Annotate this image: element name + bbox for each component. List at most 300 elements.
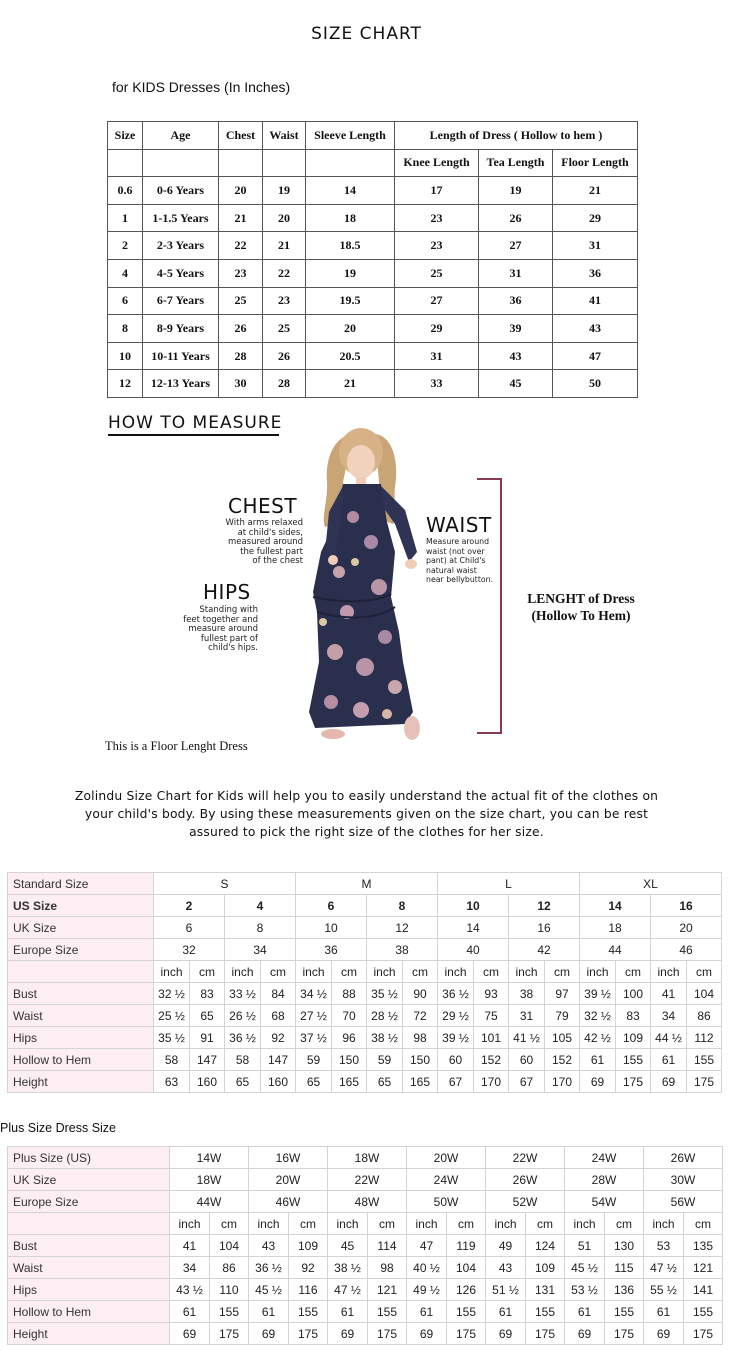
europe-size-cell: 36: [296, 939, 367, 961]
plus-us-size-cell: 18W: [328, 1147, 407, 1169]
kids-table-cell: 45: [479, 370, 553, 398]
unit-cm-cell: cm: [545, 961, 580, 983]
measurement-cell: 72: [403, 1005, 438, 1027]
row-header-us-size: US Size: [8, 895, 154, 917]
length-label-line: (Hollow To Hem): [531, 608, 631, 623]
plus-europe-size-cell: 46W: [249, 1191, 328, 1213]
unit-cm-cell: cm: [616, 961, 651, 983]
measurement-cell: 59: [367, 1049, 403, 1071]
kids-table-cell: 10-11 Years: [143, 342, 219, 370]
unit-cm-cell: cm: [332, 961, 367, 983]
europe-size-cell: 42: [509, 939, 580, 961]
chest-desc-line: the fullest part: [240, 546, 303, 557]
measurement-cell: 112: [687, 1027, 722, 1049]
floor-length-note: This is a Floor Lenght Dress: [105, 739, 248, 753]
measurement-cell: 47: [407, 1235, 447, 1257]
measurement-cell: 155: [616, 1049, 651, 1071]
measurement-cell: 61: [486, 1301, 526, 1323]
measurement-cell: 69: [651, 1071, 687, 1093]
measurement-cell: 109: [616, 1027, 651, 1049]
plus-uk-size-cell: 26W: [486, 1169, 565, 1191]
measurement-cell: 41: [651, 983, 687, 1005]
uk-size-cell: 6: [154, 917, 225, 939]
uk-size-cell: 10: [296, 917, 367, 939]
measurement-cell: 68: [261, 1005, 296, 1027]
measurement-cell: 29 ½: [438, 1005, 474, 1027]
page-title: SIZE CHART: [311, 24, 422, 44]
dress-length-bracket: [477, 478, 502, 734]
measurement-cell: 36 ½: [225, 1027, 261, 1049]
unit-inch-cell: inch: [170, 1213, 210, 1235]
measurement-cell: 155: [447, 1301, 486, 1323]
row-header-measurement: Hips: [8, 1027, 154, 1049]
europe-size-cell: 34: [225, 939, 296, 961]
kids-table-cell: 20: [263, 204, 306, 232]
kids-table-cell: 1: [108, 204, 143, 232]
plus-europe-size-row: [8, 1191, 723, 1213]
measurement-cell: 175: [447, 1323, 486, 1345]
kids-table-cell: 17: [395, 177, 479, 205]
measurement-cell: 55 ½: [644, 1279, 684, 1301]
measurement-cell: 175: [605, 1323, 644, 1345]
measurement-cell: 60: [509, 1049, 545, 1071]
measurement-cell: 41: [170, 1235, 210, 1257]
measurement-cell: 44 ½: [651, 1027, 687, 1049]
kids-table-cell: 4: [108, 259, 143, 287]
waist-desc-line: waist (not over: [426, 546, 485, 556]
row-header-measurement: Height: [8, 1323, 170, 1345]
unit-row: [8, 961, 722, 983]
measurement-cell: 97: [545, 983, 580, 1005]
kids-table-cell: 26: [219, 315, 263, 343]
size-chart-description: Zolindu Size Chart for Kids will help you to easily understand the actual fit of the clothes on your child's body. By using these measurements given on the size chart, you can be rest assured to pick the right size of the clothes for her size.: [74, 789, 659, 839]
measurement-cell: 39 ½: [580, 983, 616, 1005]
kids-subheader-row: [108, 149, 638, 177]
measurement-cell: 104: [687, 983, 722, 1005]
measurement-cell: 31: [509, 1005, 545, 1027]
plus-size-title: Plus Size Dress Size: [0, 1121, 117, 1135]
kids-table-cell: 12-13 Years: [143, 370, 219, 398]
size-group-header: S: [154, 873, 296, 895]
unit-inch-cell: inch: [249, 1213, 289, 1235]
measurement-cell: 121: [368, 1279, 407, 1301]
kids-table-cell: 28: [263, 370, 306, 398]
measurement-cell: 92: [289, 1257, 328, 1279]
measurement-cell: 109: [289, 1235, 328, 1257]
measurement-cell: 65: [190, 1005, 225, 1027]
size-group-header: XL: [580, 873, 722, 895]
us-size-cell: 8: [367, 895, 438, 917]
hips-description: [162, 606, 258, 654]
kids-header-size: Size: [108, 122, 143, 150]
kids-table-body: [108, 177, 638, 398]
unit-row-header: [8, 961, 154, 983]
kids-table-cell: 27: [479, 232, 553, 260]
kids-table-row: [108, 315, 638, 343]
measurement-cell: 61: [407, 1301, 447, 1323]
measurement-cell: 38 ½: [328, 1257, 368, 1279]
measurement-cell: 65: [296, 1071, 332, 1093]
hips-desc-line: child's hips.: [208, 643, 258, 653]
us-size-cell: 16: [651, 895, 722, 917]
measurement-cell: 124: [526, 1235, 565, 1257]
length-label-line: LENGHT of Dress: [527, 591, 635, 606]
measurement-cell: 47 ½: [644, 1257, 684, 1279]
kids-header-tea: Tea Length: [479, 149, 553, 177]
kids-table-cell: 41: [553, 287, 638, 315]
measurement-cell: 49: [486, 1235, 526, 1257]
measurement-cell: 51: [565, 1235, 605, 1257]
measurement-cell: 41 ½: [509, 1027, 545, 1049]
us-size-cell: 6: [296, 895, 367, 917]
dress-length-label: [517, 590, 645, 624]
measurement-cell: 92: [261, 1027, 296, 1049]
chest-desc-line: With arms relaxed: [225, 518, 303, 528]
measurement-cell: 67: [438, 1071, 474, 1093]
kids-table-cell: 6: [108, 287, 143, 315]
measurement-cell: 34: [651, 1005, 687, 1027]
kids-table-cell: 19: [263, 177, 306, 205]
measurement-cell: 165: [332, 1071, 367, 1093]
kids-table-cell: 36: [479, 287, 553, 315]
measurement-cell: 165: [403, 1071, 438, 1093]
measurement-cell: 70: [332, 1005, 367, 1027]
plus-uk-size-cell: 22W: [328, 1169, 407, 1191]
measurement-cell: 93: [474, 983, 509, 1005]
measurement-cell: 150: [332, 1049, 367, 1071]
measurement-cell: 67: [509, 1071, 545, 1093]
europe-size-cell: 44: [580, 939, 651, 961]
plus-measurement-row: [8, 1257, 723, 1279]
plus-europe-size-cell: 50W: [407, 1191, 486, 1213]
measurement-cell: 43: [249, 1235, 289, 1257]
measurement-cell: 28 ½: [367, 1005, 403, 1027]
measurement-cell: 75: [474, 1005, 509, 1027]
measurement-cell: 96: [332, 1027, 367, 1049]
measurement-cell: 34 ½: [296, 983, 332, 1005]
measurement-cell: 170: [474, 1071, 509, 1093]
kids-table-cell: 21: [306, 370, 395, 398]
us-size-cell: 4: [225, 895, 296, 917]
kids-table-cell: 26: [263, 342, 306, 370]
plus-europe-size-cell: 54W: [565, 1191, 644, 1213]
measurement-cell: 45 ½: [249, 1279, 289, 1301]
hips-desc-line: measure around: [188, 624, 258, 634]
row-header-measurement: Hollow to Hem: [8, 1301, 170, 1323]
measurement-cell: 60: [438, 1049, 474, 1071]
measurement-cell: 27 ½: [296, 1005, 332, 1027]
measurement-cell: 110: [210, 1279, 249, 1301]
kids-table-cell: 18: [306, 204, 395, 232]
unit-cm-cell: cm: [261, 961, 296, 983]
chest-desc-line: measured around: [227, 537, 303, 547]
chest-description: [205, 519, 303, 567]
kids-table-cell: 30: [219, 370, 263, 398]
hips-desc-line: feet together and: [183, 614, 258, 625]
measurement-cell: 45: [328, 1235, 368, 1257]
unit-cm-cell: cm: [190, 961, 225, 983]
measurement-cell: 175: [687, 1071, 722, 1093]
us-size-cell: 14: [580, 895, 651, 917]
unit-cm-cell: cm: [605, 1213, 644, 1235]
kids-table-cell: 19: [306, 259, 395, 287]
uk-size-cell: 16: [509, 917, 580, 939]
waist-label: WAIST: [426, 513, 492, 537]
measurement-row: [8, 1027, 722, 1049]
us-size-cell: 10: [438, 895, 509, 917]
measurement-cell: 69: [407, 1323, 447, 1345]
how-to-measure-heading: HOW TO MEASURE: [108, 413, 283, 433]
row-header-measurement: Waist: [8, 1257, 170, 1279]
kids-table-cell: 29: [553, 204, 638, 232]
measurement-cell: 35 ½: [367, 983, 403, 1005]
measurement-cell: 51 ½: [486, 1279, 526, 1301]
plus-uk-size-cell: 20W: [249, 1169, 328, 1191]
waist-desc-line: natural waist: [426, 565, 477, 575]
kids-table-row: [108, 370, 638, 398]
europe-size-cell: 38: [367, 939, 438, 961]
plus-us-size-cell: 20W: [407, 1147, 486, 1169]
measurement-cell: 59: [296, 1049, 332, 1071]
measurement-cell: 36 ½: [249, 1257, 289, 1279]
kids-table-cell: 2: [108, 232, 143, 260]
kids-table-cell: 23: [263, 287, 306, 315]
measurement-cell: 61: [580, 1049, 616, 1071]
measurement-cell: 155: [210, 1301, 249, 1323]
measurement-cell: 37 ½: [296, 1027, 332, 1049]
kids-table-cell: 8-9 Years: [143, 315, 219, 343]
measurement-cell: 65: [367, 1071, 403, 1093]
measurement-cell: 155: [289, 1301, 328, 1323]
plus-us-size-row: [8, 1147, 723, 1169]
unit-inch-cell: inch: [407, 1213, 447, 1235]
measurement-cell: 26 ½: [225, 1005, 261, 1027]
measurement-cell: 141: [684, 1279, 723, 1301]
kids-table-cell: 36: [553, 259, 638, 287]
kids-table-cell: 25: [395, 259, 479, 287]
kids-table-cell: 26: [479, 204, 553, 232]
unit-cm-cell: cm: [684, 1213, 723, 1235]
measurement-cell: 175: [368, 1323, 407, 1345]
unit-inch-cell: inch: [367, 961, 403, 983]
kids-header-length: Length of Dress ( Hollow to hem ): [395, 122, 638, 150]
unit-cm-cell: cm: [526, 1213, 565, 1235]
uk-size-cell: 14: [438, 917, 509, 939]
plus-uk-size-cell: 24W: [407, 1169, 486, 1191]
plus-uk-size-cell: 18W: [170, 1169, 249, 1191]
unit-inch-cell: inch: [644, 1213, 684, 1235]
waist-desc-line: Measure around: [426, 537, 490, 546]
kids-table-cell: 39: [479, 315, 553, 343]
measurement-cell: 61: [328, 1301, 368, 1323]
measurement-cell: 109: [526, 1257, 565, 1279]
kids-table-cell: 25: [263, 315, 306, 343]
kids-chart-subtitle: for KIDS Dresses (In Inches): [112, 79, 291, 95]
measurement-cell: 69: [328, 1323, 368, 1345]
measurement-cell: 61: [249, 1301, 289, 1323]
measurement-cell: 49 ½: [407, 1279, 447, 1301]
measurement-cell: 69: [565, 1323, 605, 1345]
size-group-header: M: [296, 873, 438, 895]
us-size-row: [8, 895, 722, 917]
measurement-cell: 115: [605, 1257, 644, 1279]
kids-table-cell: 31: [395, 342, 479, 370]
measurement-cell: 155: [684, 1301, 723, 1323]
measurement-cell: 25 ½: [154, 1005, 190, 1027]
measurement-cell: 155: [605, 1301, 644, 1323]
kids-table-cell: 23: [395, 204, 479, 232]
unit-inch-cell: inch: [651, 961, 687, 983]
measurement-cell: 175: [210, 1323, 249, 1345]
kids-table-cell: 27: [395, 287, 479, 315]
unit-cm-cell: cm: [210, 1213, 249, 1235]
measurement-cell: 98: [403, 1027, 438, 1049]
plus-measurement-row: [8, 1301, 723, 1323]
measurement-cell: 84: [261, 983, 296, 1005]
measurement-cell: 135: [684, 1235, 723, 1257]
unit-cm-cell: cm: [447, 1213, 486, 1235]
measurement-cell: 79: [545, 1005, 580, 1027]
measurement-cell: 42 ½: [580, 1027, 616, 1049]
measurement-cell: 121: [684, 1257, 723, 1279]
measurement-cell: 147: [190, 1049, 225, 1071]
measurement-row: [8, 1049, 722, 1071]
row-header-measurement: Hollow to Hem: [8, 1049, 154, 1071]
kids-table-cell: 50: [553, 370, 638, 398]
kids-table-row: [108, 287, 638, 315]
europe-size-cell: 46: [651, 939, 722, 961]
hips-label: HIPS: [203, 580, 251, 604]
row-header-standard-size: Standard Size: [8, 873, 154, 895]
plus-europe-size-cell: 52W: [486, 1191, 565, 1213]
europe-size-cell: 32: [154, 939, 225, 961]
measurement-cell: 61: [170, 1301, 210, 1323]
size-group-header: L: [438, 873, 580, 895]
measurement-cell: 61: [644, 1301, 684, 1323]
kids-header-row: [108, 122, 638, 150]
unit-inch-cell: inch: [509, 961, 545, 983]
measurement-cell: 53 ½: [565, 1279, 605, 1301]
unit-cm-cell: cm: [368, 1213, 407, 1235]
kids-table-cell: 10: [108, 342, 143, 370]
kids-table-cell: 19.5: [306, 287, 395, 315]
measurement-cell: 58: [225, 1049, 261, 1071]
unit-inch-cell: inch: [438, 961, 474, 983]
row-header-measurement: Bust: [8, 1235, 170, 1257]
girl-in-dress-illustration: [295, 422, 445, 752]
measurement-cell: 170: [545, 1071, 580, 1093]
kids-table-cell: 4-5 Years: [143, 259, 219, 287]
uk-size-cell: 8: [225, 917, 296, 939]
measurement-cell: 61: [565, 1301, 605, 1323]
measurement-cell: 45 ½: [565, 1257, 605, 1279]
measurement-cell: 35 ½: [154, 1027, 190, 1049]
plus-us-size-cell: 16W: [249, 1147, 328, 1169]
standard-size-row: [8, 873, 722, 895]
measurement-cell: 126: [447, 1279, 486, 1301]
europe-size-row: [8, 939, 722, 961]
heading-underline: [108, 434, 279, 436]
kids-table-cell: 20: [219, 177, 263, 205]
kids-table-cell: 33: [395, 370, 479, 398]
measurement-cell: 175: [289, 1323, 328, 1345]
measurement-row: [8, 983, 722, 1005]
kids-table-cell: 0.6: [108, 177, 143, 205]
row-header-measurement: Height: [8, 1071, 154, 1093]
waist-desc-line: pant) at Child's: [426, 556, 486, 565]
europe-size-cell: 40: [438, 939, 509, 961]
kids-table-cell: 20.5: [306, 342, 395, 370]
measurement-cell: 47 ½: [328, 1279, 368, 1301]
us-size-cell: 12: [509, 895, 580, 917]
plus-size-table: [7, 1146, 723, 1345]
measurement-cell: 69: [249, 1323, 289, 1345]
measurement-cell: 34: [170, 1257, 210, 1279]
measurement-cell: 39 ½: [438, 1027, 474, 1049]
kids-table-cell: 23: [219, 259, 263, 287]
measurement-cell: 61: [651, 1049, 687, 1071]
kids-table-row: [108, 259, 638, 287]
measurement-cell: 32 ½: [580, 1005, 616, 1027]
measurement-cell: 116: [289, 1279, 328, 1301]
unit-inch-cell: inch: [565, 1213, 605, 1235]
kids-table-cell: 43: [553, 315, 638, 343]
row-header-uk-size: UK Size: [8, 917, 154, 939]
measurement-cell: 40 ½: [407, 1257, 447, 1279]
plus-europe-size-cell: 48W: [328, 1191, 407, 1213]
chest-desc-line: at child's sides,: [237, 527, 303, 538]
kids-table-cell: 28: [219, 342, 263, 370]
kids-table-cell: 31: [479, 259, 553, 287]
row-header-measurement: Bust: [8, 983, 154, 1005]
plus-table-body: [8, 1147, 723, 1345]
hips-desc-line: Standing with: [199, 605, 258, 615]
kids-table-cell: 21: [553, 177, 638, 205]
measurement-cell: 53: [644, 1235, 684, 1257]
kids-table-cell: 20: [306, 315, 395, 343]
measurement-cell: 36 ½: [438, 983, 474, 1005]
measurement-cell: 83: [190, 983, 225, 1005]
kids-table-row: [108, 204, 638, 232]
measurement-cell: 130: [605, 1235, 644, 1257]
row-header-plus-uk-size: UK Size: [8, 1169, 170, 1191]
kids-table-cell: 22: [219, 232, 263, 260]
plus-uk-size-cell: 30W: [644, 1169, 723, 1191]
kids-table-cell: 29: [395, 315, 479, 343]
unit-cm-cell: cm: [289, 1213, 328, 1235]
row-header-europe-size: Europe Size: [8, 939, 154, 961]
unit-inch-cell: inch: [154, 961, 190, 983]
measurement-cell: 131: [526, 1279, 565, 1301]
standard-size-table: [7, 872, 722, 1093]
measurement-cell: 69: [170, 1323, 210, 1345]
plus-measurement-row: [8, 1323, 723, 1345]
row-header-plus-us-size: Plus Size (US): [8, 1147, 170, 1169]
plus-us-size-cell: 24W: [565, 1147, 644, 1169]
plus-unit-row: [8, 1213, 723, 1235]
waist-desc-line: near bellybutton.: [426, 575, 494, 584]
plus-measurement-row: [8, 1279, 723, 1301]
plus-measurement-row: [8, 1235, 723, 1257]
kids-header-knee: Knee Length: [395, 149, 479, 177]
measurement-cell: 63: [154, 1071, 190, 1093]
kids-table-cell: 14: [306, 177, 395, 205]
measurement-cell: 175: [684, 1323, 723, 1345]
measurement-cell: 104: [447, 1257, 486, 1279]
measurement-cell: 65: [225, 1071, 261, 1093]
kids-table-cell: 22: [263, 259, 306, 287]
measurement-cell: 38: [509, 983, 545, 1005]
